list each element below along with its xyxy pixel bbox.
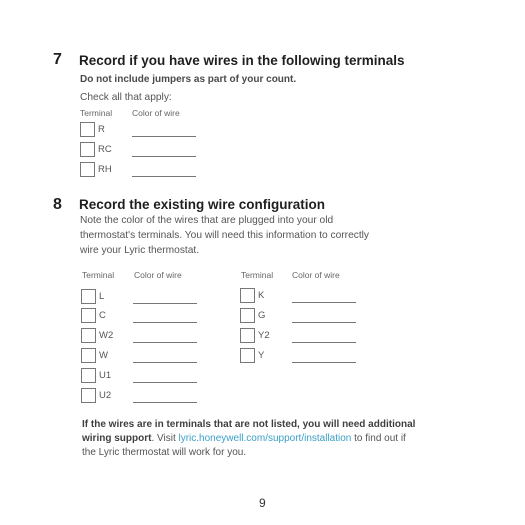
wire-color-line[interactable] bbox=[133, 303, 197, 304]
terminal-label: G bbox=[258, 310, 266, 321]
terminal-label: RC bbox=[98, 144, 112, 155]
terminal-label: L bbox=[99, 291, 105, 302]
left-color-header: Color of wire bbox=[134, 270, 182, 280]
terminal-checkbox-U2[interactable] bbox=[81, 388, 96, 403]
wire-color-line[interactable] bbox=[292, 342, 356, 343]
wire-color-line[interactable] bbox=[132, 176, 196, 177]
wire-color-line[interactable] bbox=[133, 382, 197, 383]
terminal-checkbox-W2[interactable] bbox=[81, 328, 96, 343]
description-line: thermostat's terminals. You will need this information to correctly bbox=[80, 230, 370, 241]
terminal-label: K bbox=[258, 290, 265, 301]
wire-color-line[interactable] bbox=[133, 342, 197, 343]
wire-color-line[interactable] bbox=[292, 302, 356, 303]
terminal-checkbox-G[interactable] bbox=[240, 308, 255, 323]
wire-color-line[interactable] bbox=[133, 402, 197, 403]
step-8-title: Record the existing wire configuration bbox=[79, 197, 326, 212]
description-line: wire your Lyric thermostat. bbox=[80, 245, 200, 256]
step-7-number: 7 bbox=[53, 51, 62, 68]
terminal-label: Y2 bbox=[258, 330, 270, 341]
description-line: Note the color of the wires that are plugged into your old bbox=[80, 215, 334, 226]
terminal-label: U2 bbox=[99, 390, 112, 401]
terminal-label: W2 bbox=[99, 330, 114, 341]
note-bold-line-1: If the wires are in terminals that are not listed, you will need additional bbox=[82, 419, 416, 430]
wire-color-line[interactable] bbox=[133, 362, 197, 363]
step-8-number: 8 bbox=[53, 196, 62, 213]
step-8-description bbox=[80, 213, 369, 258]
right-color-header: Color of wire bbox=[292, 270, 340, 280]
terminal-checkbox-Y[interactable] bbox=[240, 348, 255, 363]
note-line-3: the Lyric thermostat will work for you. bbox=[82, 447, 247, 458]
wire-color-line[interactable] bbox=[292, 362, 356, 363]
wire-color-line[interactable] bbox=[132, 156, 196, 157]
step-7-title: Record if you have wires in the following terminals bbox=[79, 53, 405, 68]
terminal-label: C bbox=[99, 310, 106, 321]
terminal-checkbox-K[interactable] bbox=[240, 288, 255, 303]
terminal-label: W bbox=[99, 350, 108, 361]
step-7-subtitle: Do not include jumpers as part of your count. bbox=[80, 74, 297, 85]
terminal-label: R bbox=[98, 124, 105, 135]
terminal-checkbox-L[interactable] bbox=[81, 289, 96, 304]
step-7-terminal-header: Terminal bbox=[80, 108, 113, 118]
terminal-checkbox-U1[interactable] bbox=[81, 368, 96, 383]
terminal-checkbox-W[interactable] bbox=[81, 348, 96, 363]
terminal-checkbox-Y2[interactable] bbox=[240, 328, 255, 343]
terminal-label: Y bbox=[258, 350, 265, 361]
step-7-color-header: Color of wire bbox=[132, 108, 180, 118]
terminal-checkbox-C[interactable] bbox=[81, 308, 96, 323]
terminal-label: RH bbox=[98, 164, 112, 175]
terminal-checkbox-RH[interactable] bbox=[80, 162, 95, 177]
step-7-instruction: Check all that apply: bbox=[80, 92, 172, 103]
wire-color-line[interactable] bbox=[132, 136, 196, 137]
right-terminal-header: Terminal bbox=[241, 270, 274, 280]
wire-color-line[interactable] bbox=[292, 322, 356, 323]
support-link[interactable]: lyric.honeywell.com/support/installation bbox=[178, 433, 352, 444]
left-terminal-header: Terminal bbox=[82, 270, 115, 280]
support-note bbox=[82, 418, 415, 460]
terminal-checkbox-RC[interactable] bbox=[80, 142, 95, 157]
note-text-visit: . Visit bbox=[151, 433, 179, 444]
terminal-label: U1 bbox=[99, 370, 112, 381]
note-bold-line-2: wiring support bbox=[82, 433, 152, 444]
wire-color-line[interactable] bbox=[133, 322, 197, 323]
page-number: 9 bbox=[259, 496, 266, 510]
terminal-checkbox-R[interactable] bbox=[80, 122, 95, 137]
note-text-after-link: to find out if bbox=[351, 433, 406, 444]
